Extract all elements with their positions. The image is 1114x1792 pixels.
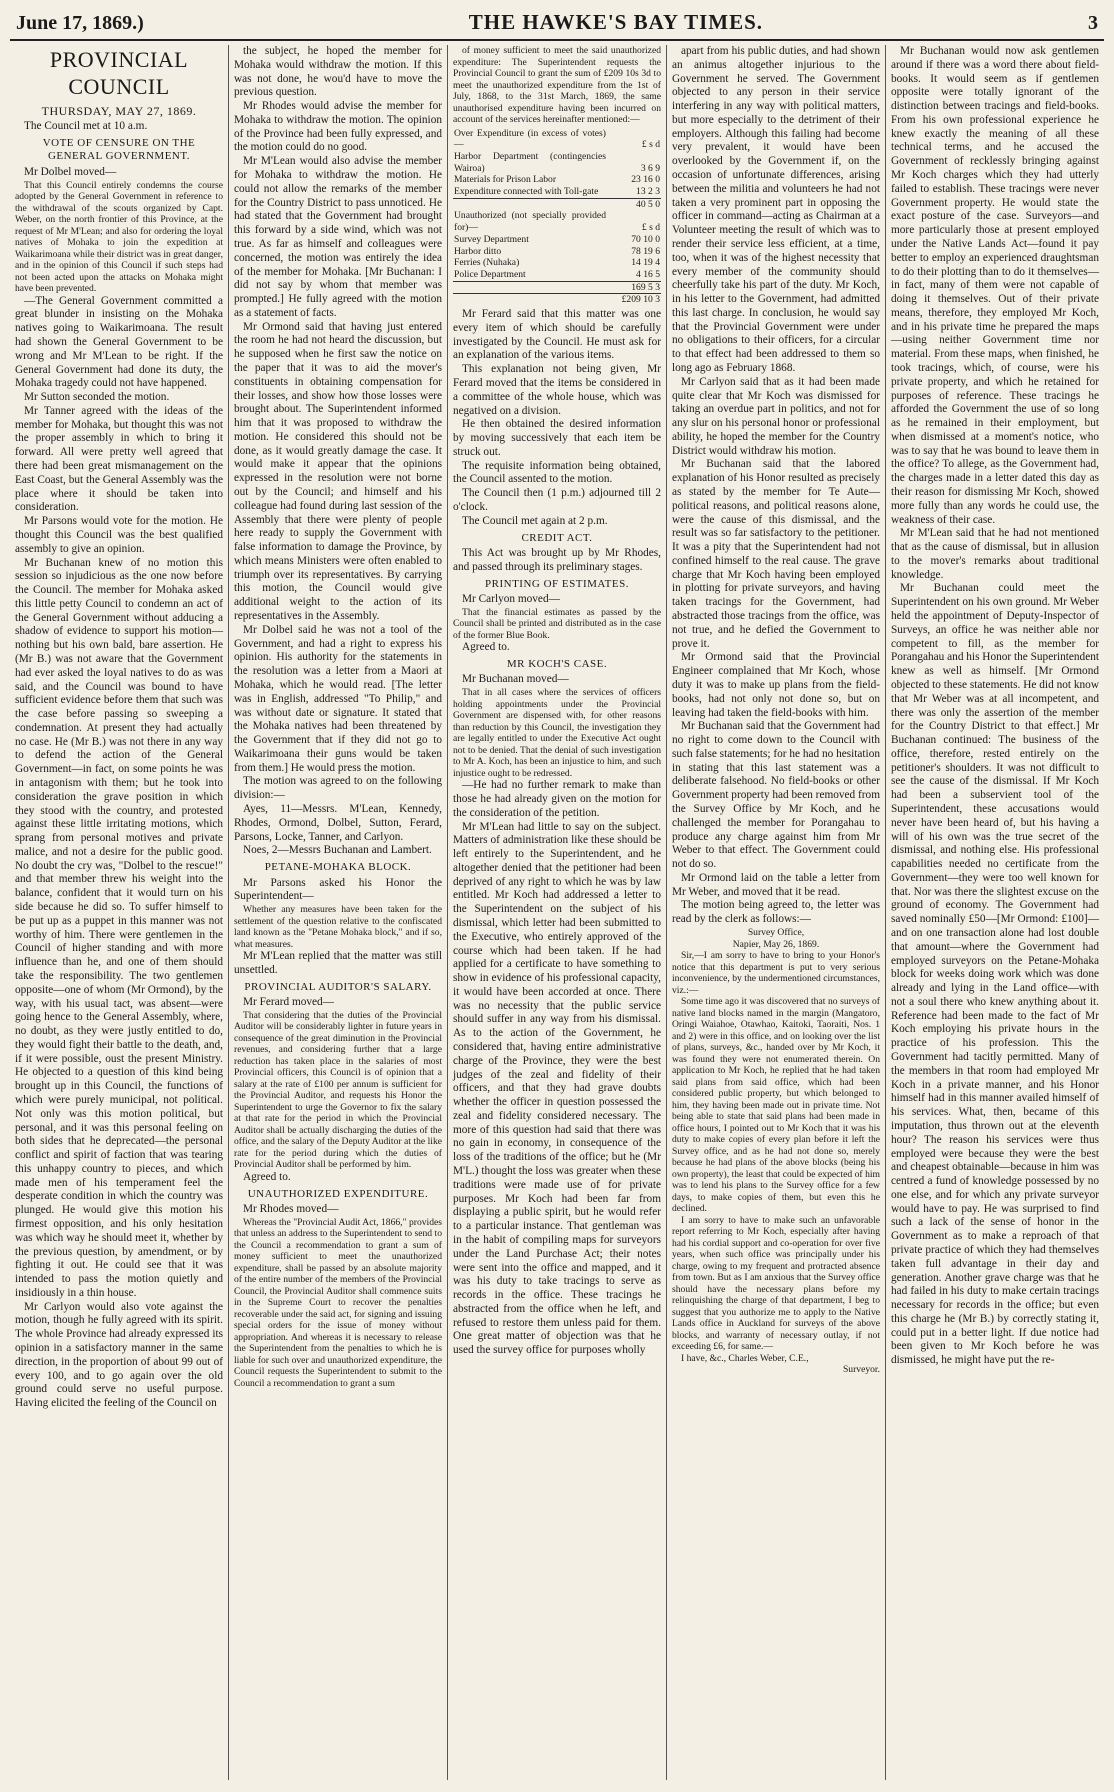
paragraph: This explanation not being given, Mr Ferard moved that the items be considered in a committee of the whole house, which was negatived on a division.: [453, 363, 661, 417]
paragraph: The motion being agreed to, the letter was read by the clerk as follows:—: [672, 899, 880, 926]
paragraph: Mr Buchanan would now ask gentlemen around if there was a word there about field-books. It would seem as if gentlemen opposite were totally ignorant of the distinction between tracings and field-books. From his own professional experience he knew exactly the meaning of all these technical terms, and he accused the Government of recklessly bringing against Mr Koch charges which they had utterly failed to establish. These tracings were never Government property. He would state the exact posture of the case. Surveyors—and more particularly those at present employed under the Native Lands Act—found it pay better to employ an experienced draughtsman to do their plotting than to do it themselves—in fact, many of them were not capable of doing it themselves. Out of their private means, therefore, they employed Mr Koch, and in his private time he prepared the maps—using neither Government time nor material. From these maps, when finished, he took tracings, which, of course, were his private property, and which he retained for purposes of reference. These tracings he afforded the Government the use of so long as he remained in their employment, but when dismissed at a moment's notice, who was to say that he was bound to leave them in the office? To allege, as the Government had, the charges made in a letter dated this day as their reason for dismissing Mr Koch, showed more fully than any words he could use, the weakness of their case.: [891, 45, 1099, 526]
letter-paragraph: Sir,—I am sorry to have to bring to your Honor's notice that this department is put to very serious inconvenience, by the undermentioned circumstances, viz.:—: [672, 950, 880, 996]
subheading: UNAUTHORIZED EXPENDITURE.: [247, 1187, 429, 1200]
table-row: Police Department 4 16 5: [454, 268, 660, 280]
paragraph: The Council then (1 p.m.) adjourned till 2 o'clock.: [453, 487, 661, 513]
paragraph: Mr Ferard said that this matter was one every item of which should be carefully investigated by the Council. He must ask for an explanation of the various items.: [453, 308, 661, 362]
paragraph: Mr Dolbel moved—: [24, 165, 117, 178]
paragraph: the subject, he hoped the member for Mohaka would withdraw the motion. If this was not done, he wou'd have to move the previous question.: [234, 45, 442, 99]
masthead: [10, 8, 1104, 41]
column-5: [885, 45, 1104, 1780]
letter-place-date: Napier, May 26, 1869.: [732, 938, 820, 950]
letter-signature: I have, &c., Charles Weber, C.E.,: [681, 1352, 809, 1364]
table-row: Ferries (Nuhaka) 14 19 4: [454, 257, 660, 269]
subtotal-row: 40 5 0: [453, 198, 661, 210]
newspaper-title: THE HAWKE'S BAY TIMES.: [468, 10, 764, 34]
paragraph: Mr Rhodes moved—: [243, 1203, 339, 1215]
paragraph: —The General Government committed a great blunder in insisting on the Mohaka natives going to Waikarimoana. The result had shown the General Government to be wrong and Mr M'Lean to be right. If the General Government had done its duty, the Mohaka tragedy could not have happened.: [15, 294, 223, 390]
table-heading: Over Expenditure (in excess of votes)—: [454, 127, 606, 151]
paragraph: Mr M'Lean said that he had not mentioned that as the cause of dismissal, but in allusion to the mover's remarks about traditional knowledge.: [891, 527, 1099, 581]
paragraph: Mr Parsons would vote for the motion. He thought this Council was the best qualified assembly to give an opinion.: [15, 515, 223, 555]
paragraph: Mr M'Lean had little to say on the subject. Matters of administration like these should be left entirely to the Superintendent, and he altogether denied that the petitioner had been deprived of any right to which he was by law entitled. Mr Koch had addressed a letter to the Superintendent on the subject of his dismissal, which letter had been submitted to the Executive, who entirely approved of the course which had been taken. If he had applied for a certificate to have something to show in evidence of his professional capacity, it would have been accorded at once. There was no necessity that the public service should suffer in any way from his dismissal. As to the action of the Government, he considered that, having entire administrative charge of the Province, they were the best judges of the zeal and fidelity of their officers, and that they had grave doubts whether the officer in question possessed the zeal and fidelity considered necessary. The more of this question had said that there was no gain in economy, in consequence of the loss of the traditions of the office; but he (Mr M'L.) thought the loss was greater when these traditions were made use of for private purposes. Mr Koch had been far from displaying a public spirit, but he would refer to a particular instance. That gentleman was in the habit of compiling maps for surveyors under the Land Purchase Act; their notes were sent into the office and mapped, and it was his duty to take tracings to serve as records in the office. These tracings he abstracted from the office when he left, and refused to restore them unless paid for them. One great matter of objection was that he used the survey office for purposes wholly: [453, 820, 661, 1357]
column-3: [447, 45, 666, 1780]
column-1: [10, 45, 228, 1780]
letter-paragraph: Some time ago it was discovered that no surveys of native land blocks named in the margin (Mangatoro, Oringi Waiahoe, Otawhao, Kaitoki, Taoraiti, Nos. 1 and 2) were in this office, and on looking over the list of plans, surveys, &c., handed over by Mr Koch, it was found they were not enumerated therein. On application to Mr Koch, he replied that he had taken said plans from said office, which had been considered public property, but which belonged to him, they having been made out in private time. Not being able to state that said plans had been made in office hours, I pointed out to Mr Koch that it was his duty to make copies of every plan before it left the Survey office, and as he had not done so, merely because he had plans of the above blocks (being his own property), the least that could be expected of him was to lend his plans to the Survey office for a few days, to make copies of them, but even this he declined.: [672, 996, 880, 1214]
table-row: Expenditure connected with Toll-gate 13 2 3: [454, 186, 660, 198]
issue-date: June 17, 1869.): [16, 12, 144, 34]
paragraph: Mr Tanner agreed with the ideas of the member for Mohaka, but thought this was not the proper assembly in which to bring it forward. All were pretty well agreed that there had been great mismanagement on the East Coast, but the General Assembly was the place where it should be taken into consideration.: [15, 404, 223, 514]
paragraph: apart from his public duties, and had shown an animus altogether injurious to the Government he served. The Government objected to any person in their service interfering in any way with political matters, but more especially to the detriment of their employers. Although this failing had become very prevalent, it would have been overlooked by the Government if, on the occasion of unfortunate differences, arising between the militia and volunteers he had not taken a very prominent part in opposing the officer in command—acting as Chairman at a Volunteer meeting the result of which was to render their service less efficient, at a time, too, when it was of the highest necessity that every member of the community should cheerfully take his part of the duty. Mr Koch, in his letter to the Government, had admitted this last charge. In conclusion, he would say that the Provincial Government were under no obligations to their officers, for a circular to that effect had been addressed to them so long ago as February 1868.: [672, 45, 880, 374]
paragraph: Agreed to.: [462, 641, 510, 654]
paragraph: The Council met again at 2 p.m.: [462, 514, 608, 527]
subtotal-row: 169 5 3: [453, 281, 661, 294]
column-2: [228, 45, 447, 1780]
paragraph: The Council met at 10 a.m.: [24, 120, 148, 133]
paragraph: Agreed to.: [243, 1170, 291, 1183]
lsd-header: £ s d: [641, 222, 660, 234]
paragraph: The motion was agreed to on the following division:—: [234, 775, 442, 802]
letter-office: Survey Office,: [747, 927, 805, 938]
subheading: PETANE-MOHAKA BLOCK.: [264, 861, 412, 874]
paragraph: Mr Ormond said that the Provincial Engineer complained that Mr Koch, whose duty it was to make up plans from the field-books, had not only not done so, but on leaving had taken the field-books with him.: [672, 651, 880, 719]
table-row: Harbor ditto 78 19 6: [454, 245, 660, 257]
column-4: [666, 45, 885, 1780]
expenditure-table: [453, 128, 661, 307]
table-row: Survey Department 70 10 0: [454, 233, 660, 245]
motion-text: That considering that the duties of the Provincial Auditor will be considerably lighter in future years in consequence of the great diminution in the Provincial revenues, and considering further that a large reduction has taken place in the salaries of most Provincial officers, this Council is of opinion that a salary at the rate of £100 per annum is sufficient for the Provincial Auditor, and requests his Honor the Superintendent to urge the Governor to fix the salary at that rate for the period in which the Provincial Auditor shall be actually discharging the duties of the office, and the salary of the Deputy Auditor at the like rate for the period during which the duties of Provincial Auditor shall be performed by him.: [234, 1009, 442, 1171]
session-date: THURSDAY, MAY 27, 1869.: [41, 103, 197, 118]
paragraph: Mr Carlyon said that as it had been made quite clear that Mr Koch was dismissed for taking an overdue part in politics, and not for any slur on his personal honor or professional ability, he hoped the member for the Country District would withdraw his motion.: [672, 375, 880, 457]
table-row: Materials for Prison Labor 23 16 0: [454, 174, 660, 186]
letter-role: Surveyor.: [842, 1364, 880, 1375]
paragraph: Mr Ormond said that having just entered the room he had not heard the discussion, but he supposed when he first saw the notice on the paper that it was to aid the mover's constituents in obtaining compensation for their losses, and show how those losses were brought about. The Superintendent informed him that it was proposed to withdraw the motion. He considered this should not be done, as it would greatly damage the case. It would make it appear that the opinions expressed in the resolution were not borne out by the Council; and himself and his colleague had found during last session of the Assembly that there were plenty of people here ready to supply the Government with false information to damage the Province, by which means Ministers were often enabled to triumph over its representatives. By carrying this motion, the Council would give additional weight to the action of its representatives in the Assembly.: [234, 320, 442, 623]
motion-text: of money sufficient to meet the said unauthorized expenditure: The Superintendent requests the Provincial Council to grant the sum of £209 10s 3d to meet the unauthorized expenditure from the 1st of July, 1868, to the 31st March, 1869, the same unauthorised expenditure having been incurred on account of the services hereinafter mentioned:—: [453, 45, 661, 125]
paragraph: He then obtained the desired information by moving successively that each item be struck out.: [453, 418, 661, 458]
motion-text: Whether any measures have been taken for the settlement of the question relative to the confiscated land known as the "Petane Mohaka block," and if so, what measures.: [234, 904, 442, 950]
paragraph: Mr Ferard moved—: [243, 996, 334, 1009]
paragraph: —He had no further remark to make than those he had already given on the motion for the consideration of the petition.: [453, 779, 661, 819]
paragraph: Mr Sutton seconded the motion.: [24, 391, 170, 404]
paragraph: The requisite information being obtained, the Council assented to the motion.: [453, 459, 661, 486]
grand-total-row: £209 10 3: [453, 294, 661, 306]
paragraph: Noes, 2—Messrs Buchanan and Lambert.: [243, 844, 432, 857]
paragraph: Mr Carlyon moved—: [462, 592, 560, 605]
paragraph: Mr M'Lean would also advise the member for Mohaka to withdraw the motion. He could not allow the remarks of the member for the Country District to pass unnoticed. He had stated that the Government had brought this forward by a side wind, which was not true. As far as himself and colleagues were concerned, the motion was entirely the idea of the member for Mohaka. [Mr Buchanan: I did not say by whom that member was prompted.] He fully agreed with the motion as a statement of facts.: [234, 155, 442, 319]
paragraph: Ayes, 11—Messrs. M'Lean, Kennedy, Rhodes, Ormond, Dolbel, Sutton, Ferard, Parsons, Locke, Tanner, and Carlyon.: [234, 802, 442, 843]
paragraph: Mr Buchanan knew of no motion this session so injudicious as the one now before the Council. The member for Mohaka asked this little petty Council to condemn an act of the General Government without adducing a shadow of evidence to support his motion—nothing but his own bald, bare assertion. He (Mr B.) was not aware that the Government had ever asked the loyal natives to do as was said, and the Council was bound to have sufficient evidence before them that such was the case before passing so sweeping a condemnation. At present they had actually no case. He (Mr B.) was not there in any way to defend the action of the General Government—in fact, on some points he was in antagonism with them; but he took into consideration the grave position in which they stood with the country, and protested against these little irritating motions, which sprang from personal motives and private malice, and not a desire for the public good. No doubt the cry was, "Dolbel to the rescue!" and that member threw his weight into the balance, confident that it would turn on his side because he did so. To suffer himself to be put up as a puppet in this manner was not worthy of him. There were gentlemen in the Council of higher standing and with more influence than he, and one of them should take the responsibility. The two gentlemen opposite—one of whom (Mr Ormond), by the way, with his usual tact, was absent—were going hence to the General Assembly, where, no doubt, as they were justly entitled to do, they would fight their battle to the death, and, if it were possible, oust the present Ministry. He objected to a question of this kind being brought up in this Council, the functions of which were purely municipal, not political. Not only was this motion political, but personal, and it was this personal feeling on both sides that he deprecated—the personal conflict and spirit of faction that was tearing this unhappy country to pieces, and which made men of his temperament feel the desperate condition in which the country was plunged. He would give this motion his firmest opposition, and his only hesitation was which way he should meet it, whether by the previous question, by amendment, or by fighting it out. He could see that it was intended to pass the motion quietly and insidiously in a thin house.: [15, 556, 223, 1299]
subheading: PROVINCIAL AUDITOR'S SALARY.: [244, 980, 432, 993]
paragraph: Mr M'Lean replied that the matter was still unsettled.: [234, 950, 442, 976]
motion-text: That the financial estimates as passed by the Council shall be printed and distributed as in the case of the former Blue Book.: [453, 606, 661, 641]
subheading: MR KOCH'S CASE.: [506, 657, 608, 670]
paragraph: Mr Dolbel said he was not a tool of the Government, and had a right to express his opinion. His authority for the statements in the resolution was a letter from a Maori at Mohaka, which he would read. [The letter was in English, addressed "To Philip," and was without date or signature. It stated that the Mohaka natives had been threatened by the Government that if they did not go to Waikarimoana their guns would be taken from them.] He would press the motion.: [234, 623, 442, 774]
paragraph: Mr Rhodes would advise the member for Mohaka to withdraw the motion. The opinion of the Province had been fully expressed, and the motion could do no good.: [234, 100, 442, 154]
paragraph: Mr Carlyon would also vote against the motion, though he fully agreed with its spirit. The whole Province had already expressed its opinion in a satisfactory manner in the same direction, in the proportion of about 99 out of every 100, and to go again over the old ground could serve no useful purpose. Having elicited the feeling of the Council on: [15, 1300, 223, 1410]
table-heading: Unauthorized (not specially provided for)—: [454, 210, 606, 234]
paragraph: Mr Buchanan said that the Government had no right to come down to the Council with such false statements; for he had no hesitation in stating that this last statement was a deliberate falsehood. No field-books or other Government property had been removed from the Survey Office by Mr Koch, and he challenged the member for Porangahau to produce any charge against him from Mr Weber to that effect. The Government could not do so.: [672, 720, 880, 871]
paragraph: Mr Buchanan could meet the Superintendent on his own ground. Mr Weber held the appointment of Deputy-Inspector of Surveys, an office he was neither able nor competent to fill, as the member for Porangahau and his Honor the Superintendent knew as well as himself. [Mr Ormond objected to these statements. He did not know that Mr Weber was at all incompetent, and there was only the assertion of the member for the Country District to that effect.] Mr Buchanan continued: The business of the office, therefore, rested entirely on the petitioner's shoulders. It was not difficult to see the cause of the dismissal. If Mr Koch had been a subservient tool of the Superintendent, these accusations would never have been heard of, but his having a will of his own was the true secret of the dismissal, and nothing else. His professional capabilities needed no certificate from the Government—they were too well known for that. Nor was there the slightest excuse on the ground of economy. The Government had saved nominally £50—[Mr Ormond: £100]—and on one transaction alone had lost double that amount—where the Government had employed surveyors on the Petane-Mohaka block for weeks doing work which was done already and lying in the Land office—with not a soul there who knew anything about it. Reference had been made to the fact of Mr Koch employing his private hours in the practice of his profession. This the Government had tacitly permitted. Many of the members in that room had employed Mr Koch in a private manner, and his Honor himself had in this manner availed himself of his services. What, then, became of this imputation, thus thrown out at the eleventh hour? The reason his services were thus employed were because they were the best and cheapest obtainable—because in him was centred a fund of knowledge possessed by no one else, and for which any private surveyor would have to pay. He was surprised to find such a lack of the sense of honor in the Government as to make a reproach of that private practice of which they had themselves taken full advantage in their day and generation. Another grave charge was that he had failed in his duty to make certain tracings necessary for records in the office; but even this charge he (Mr B.) by correctly stating it, could put in a better light. If due notice had been given to Mr Koch before he was dismissed, he might have put the re-: [891, 582, 1100, 1367]
paragraph: This Act was brought up by Mr Rhodes, and passed through its preliminary stages.: [453, 546, 661, 573]
paragraph: Mr Buchanan moved—: [462, 673, 569, 686]
paragraph: Mr Buchanan said that the labored explanation of his Honor resulted as precisely as stated by the member for Te Aute—political reasons, and political reasons alone, were the cause of this dismissal, and the result was so far satisfactory to the petitioner. It was a pity that the Superintendent had not confined himself to the real cause. The grave charge that Mr Koch having been employed in plotting for private surveyors, and having taken tracings for the Government, had abstracted those tracings from the office, was not true, and he defied the Government to prove it.: [672, 458, 880, 650]
subheading: VOTE OF CENSURE ON THE GENERAL GOVERNMENT.: [42, 137, 196, 163]
motion-text: Whereas the "Provincial Audit Act, 1866," provides that unless an address to the Superintendent to send to the Council a recommendation to grant a sum of money sufficient to meet the unauthorized expenditure, shall be passed by an absolute majority of the entire number of the members of the Provincial Council, the Provincial Auditor shall commence suits in the Supreme Court to recover the penalties recoverable under the said act, for signing and issuing special orders for the issue of money without appropriation. And whereas it is necessary to release the Superintendent from the penalties to which he is liable for such over and unauthorized expenditure, the Council requests the Superintendent to submit to the Council a recommendation to grant a sum: [234, 1216, 442, 1389]
letter-paragraph: I am sorry to have to make such an unfavorable report referring to Mr Koch, especially after having had his cordial support and co-operation for over five years, when such office was principally under his charge, owing to my frequent and protracted absence from town. But as I am anxious that the Survey office should have the necessary plans before my relinquishing the charge of that department, I beg to suggest that you authorize me to apply to the Native Lands office in Auckland for surveys of the above blocks, and warranty of necessary outlay, if not exceeding £6, for same.—: [672, 1214, 880, 1352]
page-number: 3: [1088, 12, 1098, 34]
paragraph: Mr Ormond laid on the table a letter from Mr Weber, and moved that it be read.: [672, 871, 880, 898]
motion-text: That in all cases where the services of officers holding appointments under the Provincial Government are dispensed with, for other reasons than reduction by this Council, the investigation they are legally entitled to under the Executive Act ought not to be denied. That the denial of such investigation to Mr A. Koch, has been an injustice to him, and such injustice ought to be redressed.: [453, 687, 661, 779]
paragraph: Mr Parsons asked his Honor the Superintendent—: [234, 876, 442, 903]
subheading: CREDIT ACT.: [521, 531, 593, 544]
lsd-header: £ s d: [641, 139, 660, 151]
columns: [10, 45, 1104, 1780]
section-heading: PROVINCIAL COUNCIL: [49, 47, 189, 99]
motion-text: That this Council entirely condemns the course adopted by the General Government in reference to the withdrawal of the scouts organized by Capt. Weber, on the north frontier of this Province, at the request of Mr M'Lean; and also for ordering the loyal natives of Mohaka to join the expedition at Waikarimoana while their district was in great danger, and in the opinion of this Council if such steps had not been acted upon the attacks on Mohaka might have been prevented.: [15, 179, 223, 295]
table-row: Harbor Department (contingencies Wairoa) 3 6 9: [454, 150, 660, 174]
subheading: PRINTING OF ESTIMATES.: [485, 577, 629, 590]
